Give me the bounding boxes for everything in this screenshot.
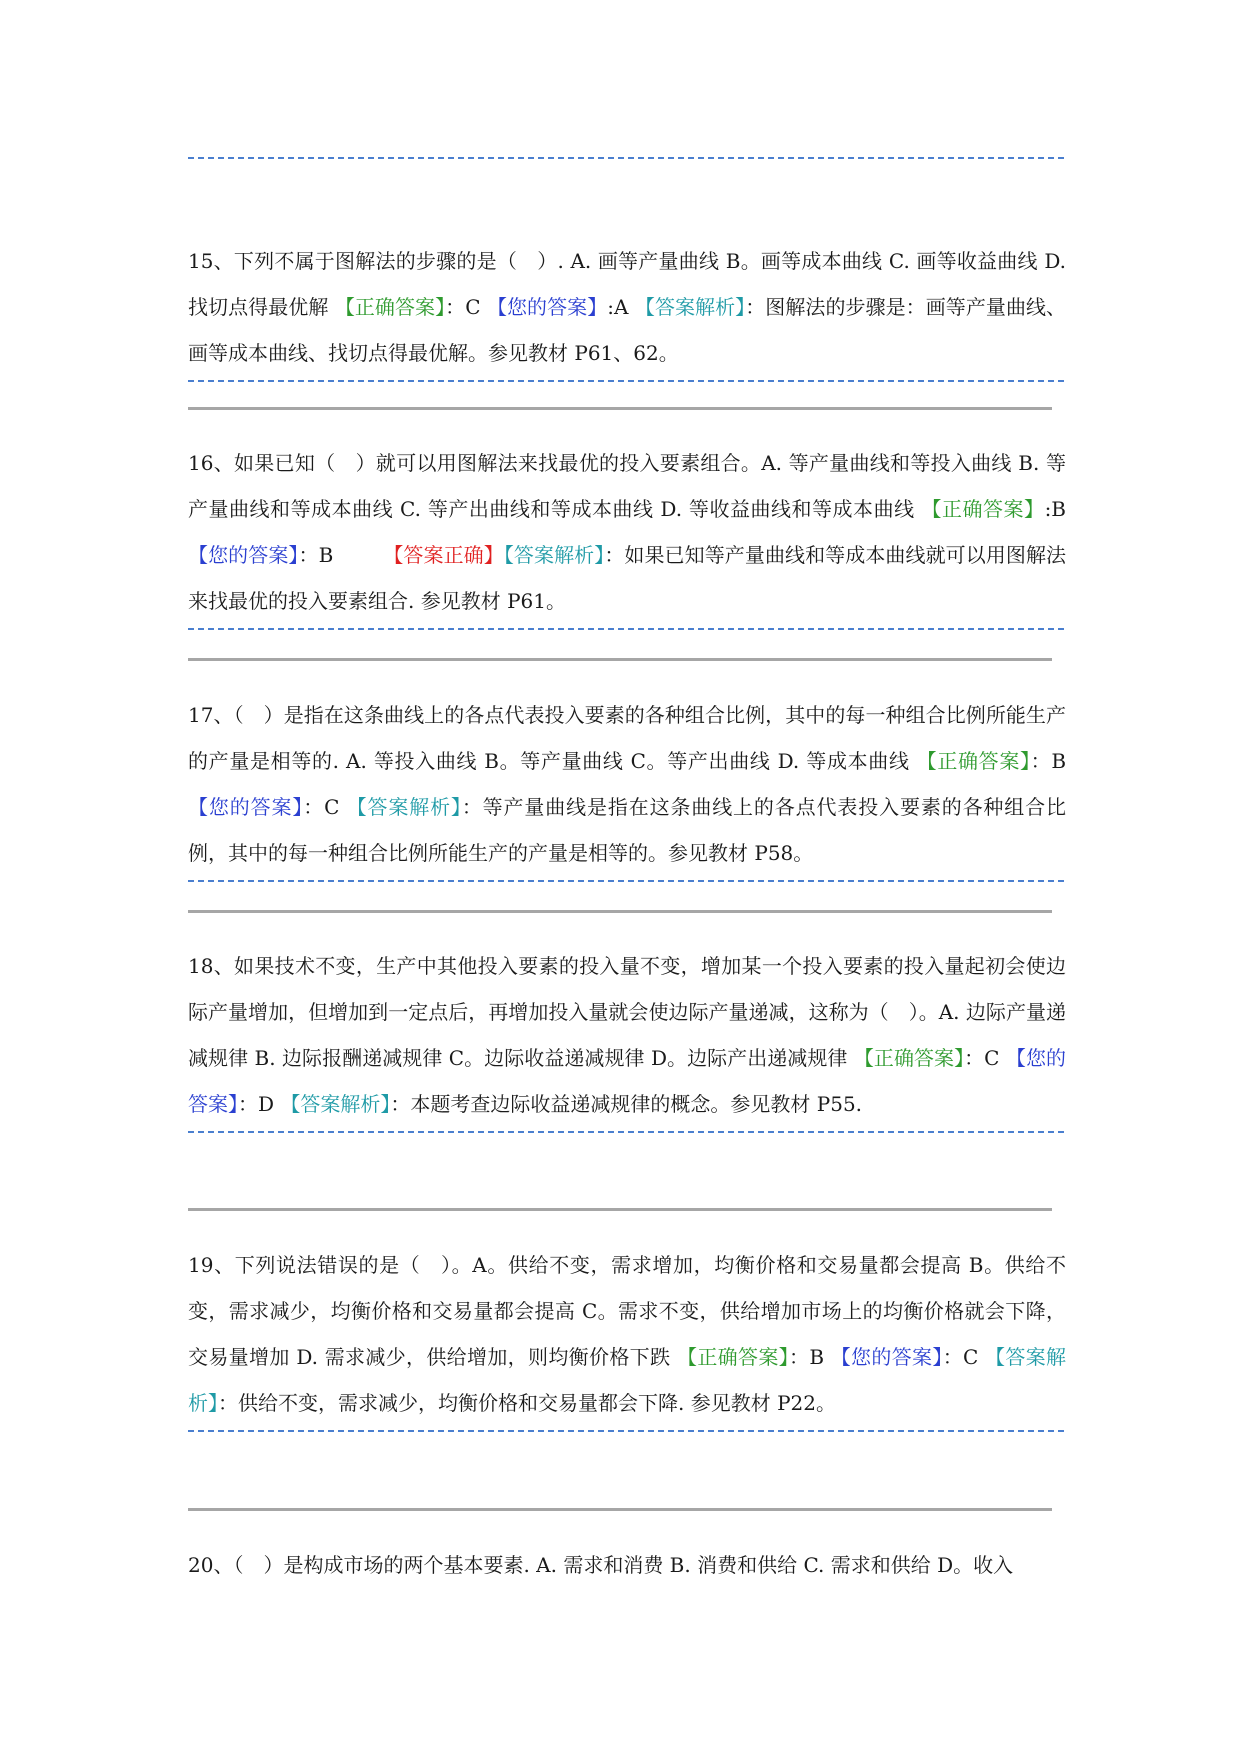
answer-analysis-label: 【答案解析】 bbox=[346, 795, 462, 819]
your-answer-label: 【您的答案】 bbox=[188, 1046, 1066, 1116]
dashed-separator bbox=[188, 1131, 1064, 1133]
your-answer-label: 【您的答案】 bbox=[830, 1345, 943, 1369]
your-answer-label: 【您的答案】 bbox=[188, 795, 304, 819]
answer-correct-status: 【答案正确】 bbox=[383, 543, 504, 567]
question-18 bbox=[188, 943, 1066, 1133]
answer-analysis-text: ：图解法的步骤是：画等产量曲线、画等成本曲线、找切点得最优解。参见教材 P61、62。 bbox=[188, 295, 1067, 365]
dashed-separator bbox=[188, 628, 1064, 630]
your-answer-value: ：C bbox=[303, 795, 340, 819]
question-stem: 18、如果技术不变，生产中其他投入要素的投入量不变，增加某一个投入要素的投入量起初会使边际产量增加，但增加到一定点后，再增加投入量就会使边际产量递减，这称为（ ）。A. 边际产量递减规律 B. 边际报酬递减规律 C。边际收益递减规律 D。边际产出递减规律 bbox=[188, 954, 1066, 1070]
correct-answer-label: 【正确答案】 bbox=[853, 1046, 965, 1070]
correct-answer-value: ：C bbox=[445, 295, 481, 319]
answer-analysis-text: ：如果已知等产量曲线和等成本曲线就可以用图解法来找最优的投入要素组合. 参见教材 P61。 bbox=[188, 543, 1067, 613]
correct-answer-value: ：B bbox=[788, 1345, 825, 1369]
your-answer-label: 【您的答案】 bbox=[486, 295, 608, 319]
question-15 bbox=[188, 238, 1066, 382]
correct-answer-label: 【正确答案】 bbox=[677, 1345, 789, 1369]
correct-answer-value: ：C bbox=[964, 1046, 1000, 1070]
correct-answer-label: 【正确答案】 bbox=[921, 497, 1045, 521]
solid-separator bbox=[188, 407, 1052, 410]
answer-analysis-label: 【答案解析】 bbox=[503, 543, 605, 567]
correct-answer-value: :B bbox=[1044, 497, 1066, 521]
dashed-separator bbox=[188, 380, 1064, 382]
correct-answer-label: 【正确答案】 bbox=[916, 749, 1031, 773]
answer-analysis-label: 【答案解析】 bbox=[188, 1345, 1067, 1415]
question-19 bbox=[188, 1242, 1066, 1432]
question-stem: 20、（ ）是构成市场的两个基本要素. A. 需求和消费 B. 消费和供给 C. 需求和供给 D。收入 bbox=[188, 1553, 1014, 1577]
your-answer-value: :A bbox=[607, 295, 629, 319]
solid-separator bbox=[188, 1508, 1052, 1511]
question-stem: 15、下列不属于图解法的步骤的是（ ）. A. 画等产量曲线 B。画等成本曲线 C. 画等收益曲线 D. 找切点得最优解 bbox=[188, 249, 1066, 319]
question-16 bbox=[188, 440, 1066, 630]
correct-answer-label: 【正确答案】 bbox=[334, 295, 446, 319]
dashed-separator bbox=[188, 880, 1064, 882]
answer-analysis-text: ：供给不变，需求减少，均衡价格和交易量都会下降. 参见教材 P22。 bbox=[218, 1391, 836, 1415]
correct-answer-value: ：B bbox=[1030, 749, 1067, 773]
your-answer-value: ：D bbox=[238, 1092, 275, 1116]
answer-analysis-label: 【答案解析】 bbox=[280, 1092, 391, 1116]
solid-separator bbox=[188, 910, 1052, 913]
answer-analysis-label: 【答案解析】 bbox=[634, 295, 746, 319]
your-answer-label: 【您的答案】 bbox=[188, 543, 299, 567]
question-20 bbox=[188, 1542, 1066, 1588]
solid-separator bbox=[188, 1208, 1052, 1211]
solid-separator bbox=[188, 658, 1052, 661]
answer-analysis-text: ：等产量曲线是指在这条曲线上的各点代表投入要素的各种组合比例，其中的每一种组合比例所能生产的产量是相等的。参见教材 P58。 bbox=[188, 795, 1067, 865]
dashed-separator bbox=[188, 1430, 1064, 1432]
dashed-separator-top bbox=[188, 157, 1064, 159]
your-answer-value: ：C bbox=[942, 1345, 979, 1369]
answer-analysis-text: ：本题考查边际收益递减规律的概念。参见教材 P55. bbox=[390, 1092, 863, 1116]
question-17 bbox=[188, 692, 1066, 882]
question-stem: 16、如果已知（ ）就可以用图解法来找最优的投入要素组合。A. 等产量曲线和等投入曲线 B. 等产量曲线和等成本曲线 C. 等产出曲线和等成本曲线 D. 等收益曲线和等成本曲线 bbox=[188, 451, 1066, 521]
question-stem: 17、（ ）是指在这条曲线上的各点代表投入要素的各种组合比例，其中的每一种组合比例所能生产的产量是相等的. A. 等投入曲线 B。等产量曲线 C。等产出曲线 D. 等成本曲线 bbox=[188, 703, 1066, 773]
question-stem: 19、下列说法错误的是（ ）。A。供给不变，需求增加，均衡价格和交易量都会提高 B。供给不变，需求减少，均衡价格和交易量都会提高 C。需求不变，供给增加市场上的均衡价格就会下降，交易量增加 D. 需求减少，供给增加，则均衡价格下跌 bbox=[188, 1253, 1066, 1369]
your-answer-value: ：B bbox=[298, 543, 334, 567]
